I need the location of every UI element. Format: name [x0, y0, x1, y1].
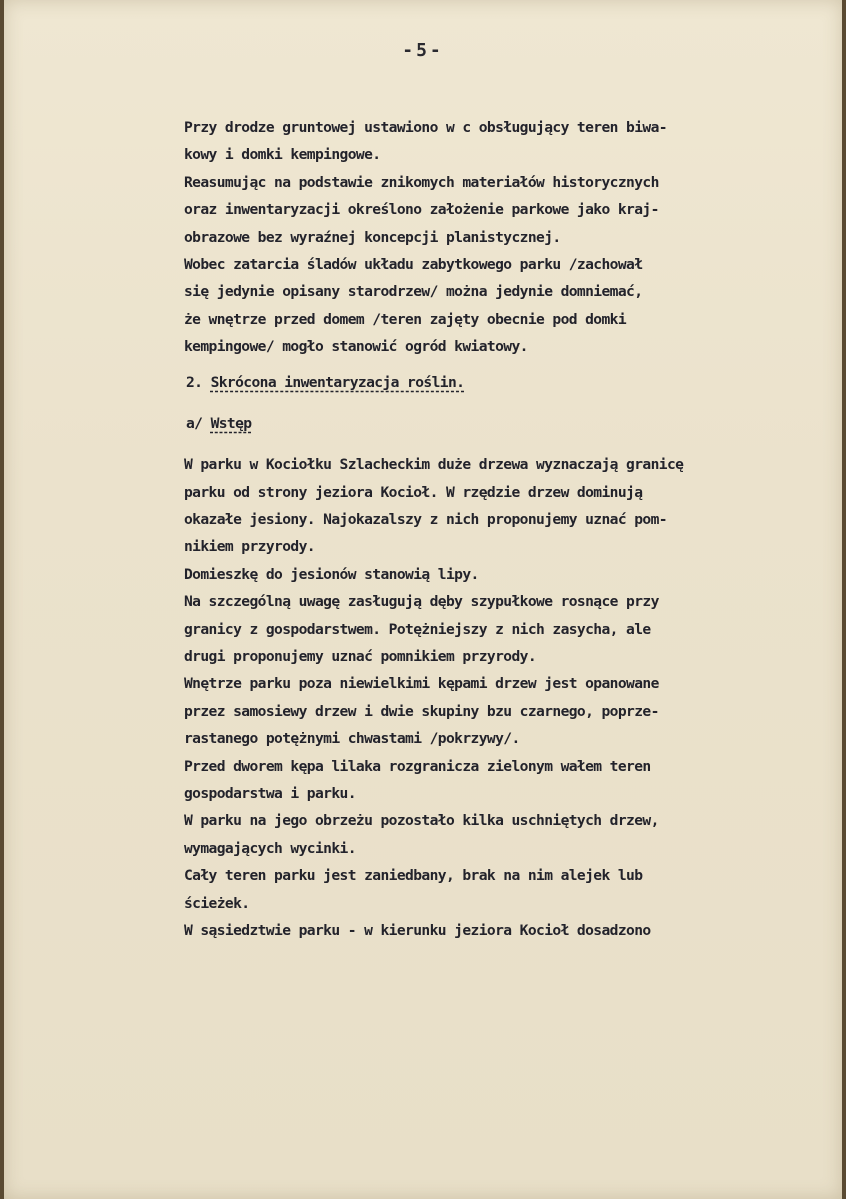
- text-line: ścieżek.: [184, 894, 250, 912]
- text-line: W sąsiedztwie parku - w kierunku jeziora Kocioł dosadzono: [184, 921, 651, 939]
- text-line: nikiem przyrody.: [184, 538, 315, 556]
- text-line: Wobec zatarcia śladów układu zabytkowego parku /zachował: [184, 255, 643, 273]
- section-number: 2.: [186, 373, 203, 391]
- text-line: że wnętrze przed domem /teren zajęty obecnie pod domki: [184, 310, 627, 328]
- text-line: Na szczególną uwagę zasługują dęby szypułkowe rosnące przy: [184, 593, 659, 611]
- subsection-letter: a/: [186, 414, 203, 432]
- text-line: W parku na jego obrzeżu pozostało kilka uschniętych drzew,: [184, 812, 659, 830]
- text-line: W parku w Kociołku Szlacheckim duże drzewa wyznaczają granicę: [184, 456, 684, 474]
- text-line: kowy i domki kempingowe.: [184, 146, 381, 164]
- text-line: wymagających wycinki.: [184, 839, 356, 857]
- page-number: -5-: [402, 40, 444, 61]
- document-body: [184, 114, 839, 944]
- paragraph: [184, 114, 839, 169]
- text-line: obrazowe bez wyraźnej koncepcji planistycznej.: [184, 228, 561, 246]
- text-line: gospodarstwa i parku.: [184, 784, 356, 802]
- text-line: granicy z gospodarstwem. Potężniejszy z nich zasycha, ale: [184, 620, 651, 638]
- paragraph: [184, 588, 839, 670]
- section-heading: [186, 369, 839, 396]
- paragraph: [184, 917, 839, 944]
- text-line: kempingowe/ mogło stanowić ogród kwiatowy.: [184, 338, 528, 356]
- paragraph: [184, 561, 839, 588]
- paragraph: [184, 169, 839, 251]
- paragraph: [184, 753, 839, 808]
- subsection-title: Wstęp: [210, 414, 252, 432]
- paragraph: [184, 862, 839, 917]
- text-line: Reasumując na podstawie znikomych materiałów historycznych: [184, 173, 659, 191]
- text-line: Domieszkę do jesionów stanowią lipy.: [184, 565, 479, 583]
- text-line: Przy drodze gruntowej ustawiono w c obsługujący teren biwa-: [184, 119, 667, 136]
- text-line: Wnętrze parku poza niewielkimi kępami drzew jest opanowane: [184, 675, 659, 693]
- subsection-heading: [186, 410, 839, 437]
- text-line: Cały teren parku jest zaniedbany, brak na nim alejek lub: [184, 867, 643, 885]
- text-line: Przed dworem kępa lilaka rozgranicza zielonym wałem teren: [184, 757, 651, 775]
- text-line: drugi proponujemy uznać pomnikiem przyrody.: [184, 648, 537, 666]
- document-page: [4, 0, 842, 1199]
- text-line: rastanego potężnymi chwastami /pokrzywy/.: [184, 730, 520, 748]
- text-line: oraz inwentaryzacji określono założenie parkowe jako kraj-: [184, 201, 659, 219]
- section-title: Skrócona inwentaryzacja roślin.: [210, 373, 465, 391]
- text-line: parku od strony jeziora Kocioł. W rzędzie drzew dominują: [184, 483, 643, 501]
- paragraph: [184, 451, 839, 561]
- paragraph: [184, 670, 839, 752]
- text-line: się jedynie opisany starodrzew/ można jedynie domniemać,: [184, 283, 643, 301]
- paragraph: [184, 251, 839, 361]
- text-line: przez samosiewy drzew i dwie skupiny bzu czarnego, poprze-: [184, 702, 659, 720]
- paragraph: [184, 807, 839, 862]
- text-line: okazałe jesiony. Najokazalszy z nich proponujemy uznać pom-: [184, 511, 667, 529]
